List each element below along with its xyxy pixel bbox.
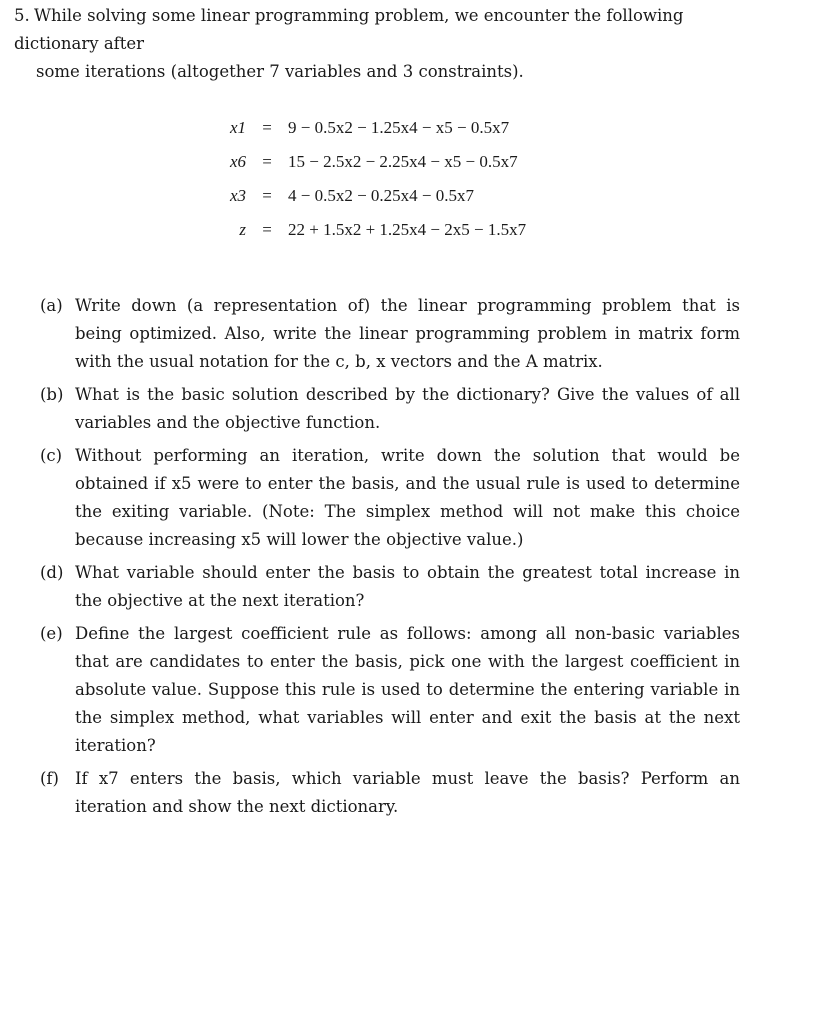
dictionary-lhs: x6 bbox=[229, 152, 246, 171]
part-text: Without performing an iteration, write down the solution that would be obtained if x5 were to enter the basis, and the usual rule is used to determine the exiting variable. (Note: The simplex method will not make this choice because increasing x5 will lower the objective value.) bbox=[75, 446, 740, 549]
dictionary bbox=[200, 114, 640, 250]
part-label: (f) bbox=[40, 769, 59, 788]
dictionary-rhs: 4 − 0.5x2 − 0.25x4 − 0.5x7 bbox=[288, 186, 475, 205]
part-text: Define the largest coefficient rule as follows: among all non-basic variables that are candidates to enter the basis, pick one with the largest coefficient in absolute value. Suppose this rule is used to determine the entering variable in the simplex method, what variables will enter and exit the basis at the next iteration? bbox=[75, 624, 740, 755]
question-parts bbox=[40, 292, 740, 826]
part-label: (c) bbox=[40, 446, 63, 465]
part-text: Write down (a representation of) the linear programming problem that is being optimized. Also, write the linear programming problem in matrix form with the usual notation for the c, b, x vectors and the A matrix. bbox=[75, 296, 740, 371]
question-part-f bbox=[40, 765, 740, 821]
problem-text-1: While solving some linear programming problem, we encounter the following dictionary after bbox=[14, 6, 684, 53]
dictionary-row bbox=[200, 148, 640, 182]
equals-sign: = bbox=[262, 118, 272, 137]
part-label: (a) bbox=[40, 296, 63, 315]
dictionary-rhs: 15 − 2.5x2 − 2.25x4 − x5 − 0.5x7 bbox=[288, 152, 518, 171]
question-part-a bbox=[40, 292, 740, 376]
question-part-c bbox=[40, 442, 740, 554]
equals-sign: = bbox=[262, 220, 272, 239]
part-text: If x7 enters the basis, which variable must leave the basis? Perform an iteration and show the next dictionary. bbox=[75, 769, 740, 816]
part-label: (b) bbox=[40, 385, 64, 404]
part-label: (e) bbox=[40, 624, 63, 643]
question-part-d bbox=[40, 559, 740, 615]
part-label: (d) bbox=[40, 563, 64, 582]
problem-text-2: some iterations (altogether 7 variables and 3 constraints). bbox=[36, 62, 524, 81]
part-text: What is the basic solution described by the dictionary? Give the values of all variables and the objective function. bbox=[75, 385, 740, 432]
dictionary-row bbox=[200, 114, 640, 148]
dictionary-lhs: x3 bbox=[229, 186, 246, 205]
dictionary-row bbox=[200, 216, 640, 250]
dictionary-lhs: z bbox=[239, 220, 246, 239]
problem-number: 5. bbox=[14, 6, 30, 25]
question-part-e bbox=[40, 620, 740, 760]
part-text: What variable should enter the basis to obtain the greatest total increase in the objective at the next iteration? bbox=[75, 563, 740, 610]
dictionary-rhs: 9 − 0.5x2 − 1.25x4 − x5 − 0.5x7 bbox=[288, 118, 510, 137]
dictionary-rhs: 22 + 1.5x2 + 1.25x4 − 2x5 − 1.5x7 bbox=[288, 220, 527, 239]
equals-sign: = bbox=[262, 152, 272, 171]
problem-line-1 bbox=[14, 2, 744, 58]
dictionary-row bbox=[200, 182, 640, 216]
dictionary-lhs: x1 bbox=[229, 118, 246, 137]
problem-statement bbox=[14, 2, 744, 86]
question-part-b bbox=[40, 381, 740, 437]
equals-sign: = bbox=[262, 186, 272, 205]
